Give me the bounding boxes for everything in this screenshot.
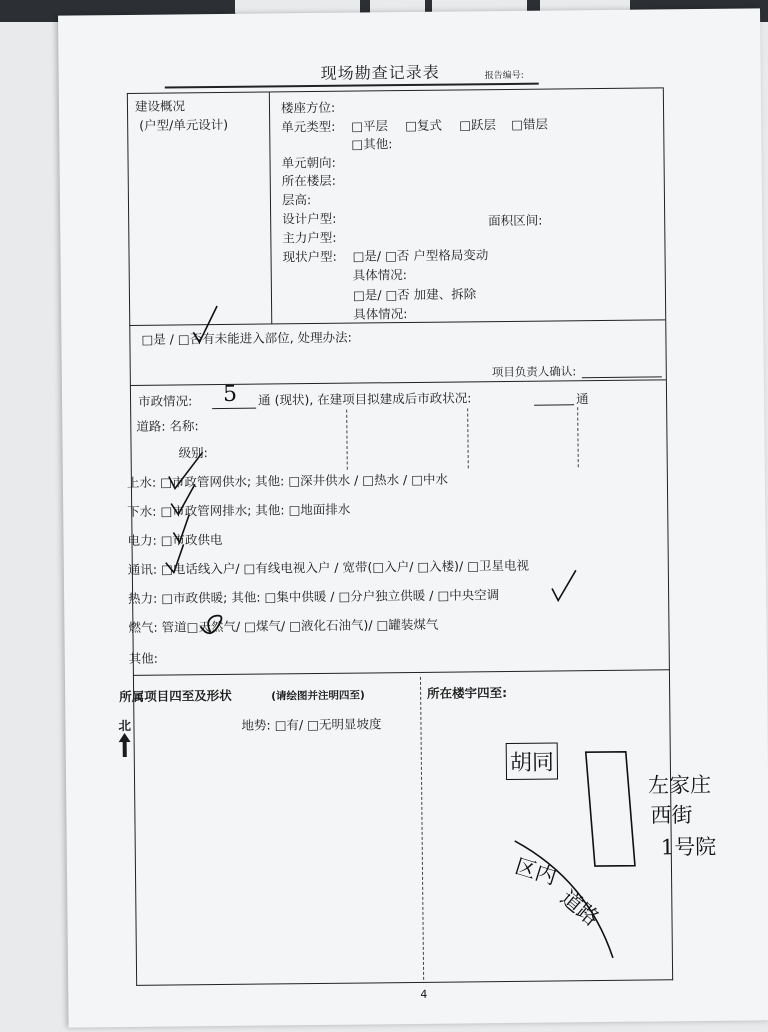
handwritten-road-line2: 道路 <box>555 885 604 931</box>
report-number-label: 报告编号: <box>484 70 524 82</box>
handwritten-address-line2: 西街 <box>650 803 693 828</box>
handwritten-count: 5 <box>222 381 238 407</box>
current-type-label: 现状户型: <box>282 248 337 265</box>
power-check-mark <box>173 514 189 542</box>
unit-type-split-checkbox[interactable]: □错层 <box>511 116 549 132</box>
water-check-mark <box>169 452 203 488</box>
gas-row[interactable]: 燃气: 管道□天然气/ □煤气/ □液化石油气)/ □罐装煤气 <box>128 616 439 635</box>
handwritten-address-line3: 1号院 <box>660 834 717 860</box>
unit-type-flat-checkbox[interactable]: □平层 <box>351 118 389 134</box>
road-curve-sketch <box>515 840 613 959</box>
pen-marks <box>58 8 768 1027</box>
unit-type-label: 单元类型: <box>281 118 336 135</box>
project-bounds-note: (请绘图并注明四至) <box>271 689 365 703</box>
layout-detail-label: 具体情况: <box>352 267 408 283</box>
heating-check-mark <box>552 570 576 600</box>
survey-form-page <box>58 8 768 1027</box>
municipal-status-text: 通 (现状), 在建项目拟建成后市政状况: <box>257 390 472 408</box>
other-label: 其他: <box>128 650 159 666</box>
road-grade-label: 级别: <box>178 445 208 461</box>
access-check-mark <box>193 306 217 342</box>
main-type-label: 主力户型: <box>282 229 337 246</box>
unit-type-loft-checkbox[interactable]: □跃层 <box>459 117 497 133</box>
form-title: 现场勘查记录表 <box>320 62 440 83</box>
extension-detail-label: 具体情况: <box>353 306 408 322</box>
north-label: 北 <box>118 717 132 734</box>
gas-check-mark <box>200 616 221 634</box>
power-row[interactable]: 电力: □市政供电 <box>127 531 223 548</box>
overview-sublabel: (户型/单元设计) <box>139 116 229 133</box>
project-bounds-label: 所属项目四至及形状 <box>119 687 232 705</box>
manager-confirm-label: 项目负责人确认: <box>491 364 577 380</box>
layout-change-checkbox[interactable]: □是/ □否 户型格局变动 <box>352 247 489 264</box>
telecom-check-mark <box>166 544 184 572</box>
building-position-label: 楼座方位: <box>280 99 336 116</box>
municipal-label: 市政情况: <box>137 393 193 409</box>
road-name-label: 道路: 名称: <box>136 418 199 434</box>
building-sketch <box>586 752 635 866</box>
area-range-label: 面积区间: <box>488 212 543 229</box>
access-checkbox[interactable]: □是 / □否有未能进入部位, 处理办法: <box>141 329 352 347</box>
extension-checkbox[interactable]: □是/ □否 加建、拆除 <box>352 286 477 303</box>
design-type-label: 设计户型: <box>282 210 337 227</box>
handwritten-hutong: 胡同 <box>506 742 558 780</box>
planned-tong-label: 通 <box>575 391 589 407</box>
handwritten-address-line1: 左家庄 <box>647 772 712 798</box>
floor-label: 所在楼层: <box>281 172 337 189</box>
page-number: 4 <box>420 987 428 1001</box>
telecom-row[interactable]: 通讯: □电话线入户/ □有线电视入户 / 宽带(□入户/ □入楼)/ □卫星电视 <box>127 557 530 577</box>
terrain-row[interactable]: 地势: □有/ □无明显坡度 <box>241 716 382 733</box>
handwritten-road-line1: 区内 <box>512 853 560 890</box>
orientation-label: 单元朝向: <box>281 154 336 171</box>
building-bounds-label: 所在楼宇四至: <box>427 685 508 701</box>
drainage-row[interactable]: 下水: □市政管网排水; 其他: □地面排水 <box>127 501 351 519</box>
unit-type-duplex-checkbox[interactable]: □复式 <box>405 117 443 134</box>
overview-label: 建设概况 <box>134 98 186 114</box>
unit-type-other-checkbox[interactable]: □其他: <box>351 136 393 152</box>
height-label: 层高: <box>281 192 312 208</box>
heating-row[interactable]: 热力: □市政供暖; 其他: □集中供暖 / □分户独立供暖 / □中央空调 <box>128 587 500 606</box>
water-supply-row[interactable]: 上水: □市政管网供水; 其他: □深井供水 / □热水 / □中水 <box>126 471 449 490</box>
